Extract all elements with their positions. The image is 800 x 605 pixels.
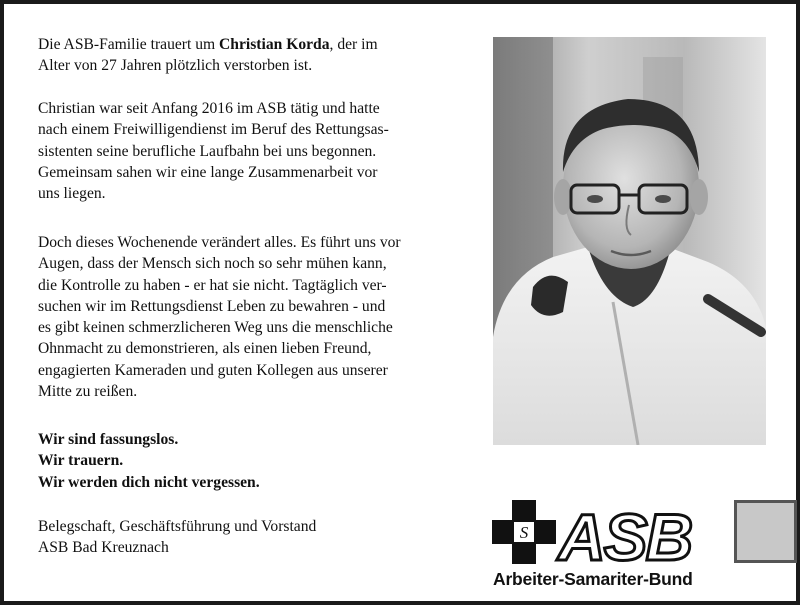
closing-line: Wir trauern. — [38, 452, 124, 470]
closing-statement — [38, 429, 478, 493]
text-line: die Kontrolle zu haben - er hat sie nicht. Tagtäglich ver- — [38, 276, 387, 294]
text-line: nach einem Freiwilligendienst im Beruf des Rettungsas- — [38, 121, 389, 139]
asb-wordmark: ASB — [558, 500, 692, 568]
logo-caption: Arbeiter-Samariter-Bund — [493, 569, 693, 589]
text-line: Augen, dass der Mensch sich noch so sehr mühen kann, — [38, 255, 387, 273]
text-line: es gibt keinen schmerzlicheren Weg uns die menschliche — [38, 319, 393, 337]
text-line: sistenten seine berufliche Laufbahn bei uns begonnen. — [38, 142, 377, 160]
text-line: engagierten Kameraden und guten Kollegen aus unserer — [38, 361, 388, 379]
signature-block — [38, 516, 478, 559]
text-line: uns liegen. — [38, 185, 106, 203]
text-line: Ohnmacht zu demonstrieren, als einen lieben Freund, — [38, 340, 372, 358]
text-fragment: Die ASB-Familie trauert um — [38, 36, 220, 53]
career-paragraph — [38, 98, 478, 204]
intro-paragraph — [38, 34, 478, 77]
text-line: Christian war seit Anfang 2016 im ASB tätig und hatte — [38, 100, 380, 117]
asb-cross-logo — [492, 498, 712, 568]
logo-grey-square — [734, 500, 797, 563]
text-line — [38, 34, 478, 55]
signature-line: Belegschaft, Geschäftsführung und Vorstand — [38, 518, 317, 535]
text-fragment: , der im — [329, 36, 378, 53]
asb-logo — [492, 498, 712, 568]
closing-line: Wir werden dich nicht vergessen. — [38, 473, 260, 491]
deceased-name: Christian Korda — [219, 36, 330, 53]
text-line: Doch dieses Wochenende verändert alles. Es führt uns vor — [38, 234, 401, 251]
text-line: Alter von 27 Jahren plötzlich verstorben ist. — [38, 57, 313, 75]
reflection-paragraph — [38, 232, 478, 402]
signature-line: ASB Bad Kreuznach — [38, 539, 169, 557]
text-line: Mitte zu reißen. — [38, 383, 138, 401]
closing-line: Wir sind fassungslos. — [38, 431, 179, 448]
text-line: Gemeinsam sahen wir eine lange Zusammenarbeit vor — [38, 163, 378, 181]
portrait-image — [493, 37, 766, 445]
cross-letter: S — [519, 523, 529, 542]
text-line: suchen wir im Rettungsdienst Leben zu bewahren - und — [38, 297, 386, 315]
portrait-photo — [493, 37, 766, 445]
